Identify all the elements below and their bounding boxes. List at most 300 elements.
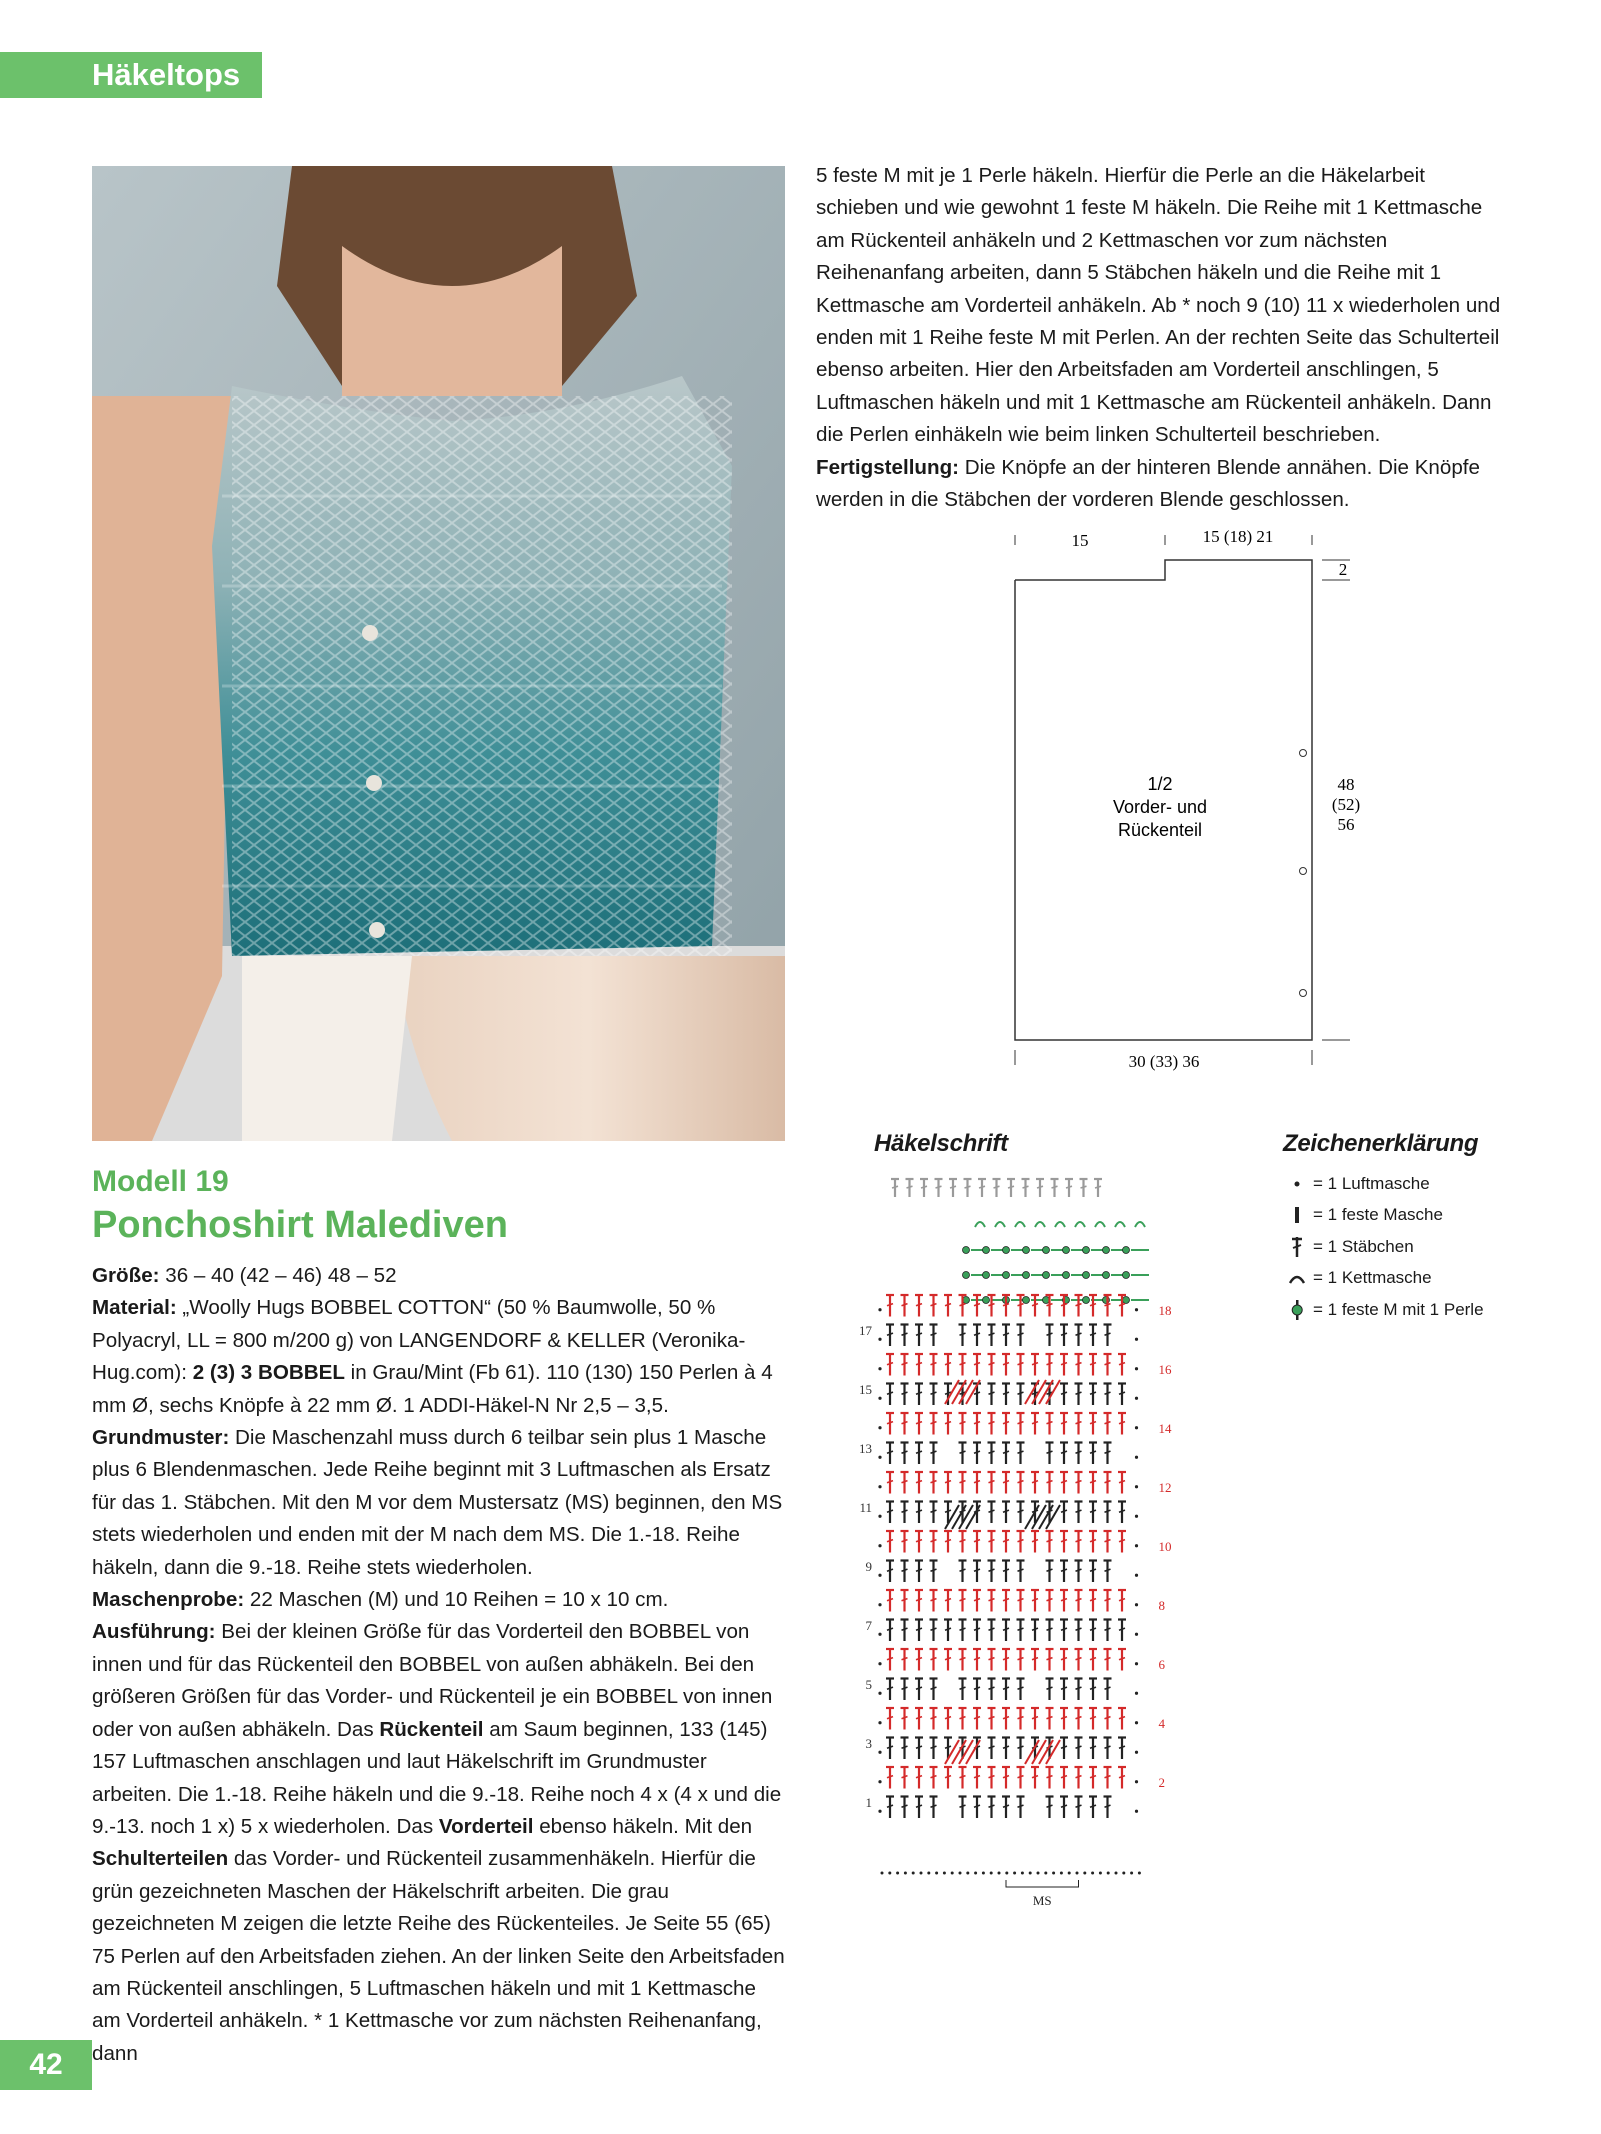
stitch-cross: [974, 1481, 980, 1483]
stitch-cross: [1047, 1599, 1053, 1601]
stitch-cross: [1003, 1599, 1009, 1601]
stitch-cross: [1003, 1658, 1009, 1660]
cluster-stitch: [959, 1505, 973, 1529]
stitch-cross: [960, 1422, 966, 1424]
double-crochet-icon: [1285, 1235, 1309, 1259]
stitch-cross: [916, 1333, 922, 1335]
stitch-cross: [1090, 1304, 1096, 1306]
chain-dot: [878, 1544, 881, 1547]
chain-dot: [1135, 1308, 1138, 1311]
stitch-cross: [1090, 1363, 1096, 1365]
row-label-right: 6: [1158, 1657, 1165, 1672]
stitch-cross: [931, 1422, 937, 1424]
chain-dot: [878, 1751, 881, 1754]
stitch-cross: [1061, 1746, 1067, 1748]
stitch-cross: [1047, 1333, 1053, 1335]
chain-dot: [878, 1780, 881, 1783]
stitch-cross: [1119, 1658, 1125, 1660]
stitch-cross: [1003, 1687, 1009, 1689]
stitch-cross: [945, 1776, 951, 1778]
chain-dot: [1135, 1662, 1138, 1665]
stitch-cross: [1119, 1599, 1125, 1601]
slip-stitch: [995, 1222, 1005, 1227]
row-label-right: 2: [1158, 1775, 1165, 1790]
stitch-cross: [892, 1186, 898, 1188]
stitch-cross: [1018, 1363, 1024, 1365]
stitch-cross: [945, 1717, 951, 1719]
stitch-cross: [1047, 1569, 1053, 1571]
row-label-left: 1: [865, 1795, 872, 1810]
crochet-chart: [860, 1165, 1260, 2015]
schematic-height-1: 48: [1337, 775, 1355, 794]
stitch-cross: [902, 1304, 908, 1306]
schematic-top-left: 15: [1071, 531, 1089, 550]
stitch-cross: [1037, 1186, 1043, 1188]
row-label-left: 13: [860, 1441, 872, 1456]
chain-dot: [1135, 1367, 1138, 1370]
chain-dot: [1135, 1721, 1138, 1724]
chain-dot: [878, 1338, 881, 1341]
chain-dot: [878, 1574, 881, 1577]
stitch-cross: [902, 1569, 908, 1571]
stitch-cross: [960, 1805, 966, 1807]
base-chain: [904, 1872, 907, 1875]
stitch-cross: [931, 1540, 937, 1542]
stitch-cross: [902, 1599, 908, 1601]
stitch-cross: [931, 1628, 937, 1630]
stitch-cross: [1105, 1540, 1111, 1542]
stitch-cross: [974, 1717, 980, 1719]
schematic-height-2: (52): [1331, 795, 1361, 814]
row-label-left: 5: [865, 1677, 872, 1692]
legend-title: Zeichenerklärung: [1283, 1130, 1479, 1157]
bead-stitch: [963, 1272, 970, 1279]
stitch-cross: [1003, 1304, 1009, 1306]
slip-stitch: [1055, 1222, 1065, 1227]
stitch-cross: [1119, 1510, 1125, 1512]
stitch-cross: [916, 1451, 922, 1453]
stitch-cross: [1047, 1363, 1053, 1365]
slip-stitch: [1135, 1222, 1145, 1227]
stitch-cross: [950, 1186, 956, 1188]
base-chain: [990, 1872, 993, 1875]
stitch-cross: [1105, 1481, 1111, 1483]
base-chain: [1122, 1872, 1125, 1875]
stitch-cross: [1119, 1628, 1125, 1630]
stitch-cross: [1032, 1776, 1038, 1778]
stitch-cross: [902, 1363, 908, 1365]
stitch-cross: [916, 1510, 922, 1512]
stitch-cross: [1076, 1481, 1082, 1483]
bead-stitch: [1063, 1272, 1070, 1279]
stitch-cross: [1047, 1304, 1053, 1306]
stitch-cross: [1047, 1776, 1053, 1778]
stitch-cross: [887, 1333, 893, 1335]
size-paragraph: Größe: 36 – 40 (42 – 46) 48 – 52: [92, 1264, 397, 1287]
stitch-cross: [945, 1510, 951, 1512]
stitch-cross: [1003, 1392, 1009, 1394]
stitch-cross: [1105, 1422, 1111, 1424]
schematic-height-3: 56: [1337, 815, 1355, 834]
bead-stitch: [1123, 1247, 1130, 1254]
stitch-cross: [916, 1481, 922, 1483]
stitch-cross: [1018, 1481, 1024, 1483]
stitch-cross: [1003, 1717, 1009, 1719]
stitch-cross: [1061, 1422, 1067, 1424]
base-chain: [943, 1872, 946, 1875]
stitch-cross: [974, 1392, 980, 1394]
stitch-cross: [916, 1540, 922, 1542]
stitch-cross: [1119, 1540, 1125, 1542]
chain-dot: [1135, 1515, 1138, 1518]
stitch-cross: [1076, 1776, 1082, 1778]
row-label-right: 12: [1158, 1480, 1172, 1495]
stitch-cross: [1061, 1776, 1067, 1778]
stitch-cross: [1105, 1687, 1111, 1689]
stitch-cross: [931, 1599, 937, 1601]
legend: [1285, 1168, 1485, 1326]
base-chain: [1115, 1872, 1118, 1875]
chain-dot: [1135, 1456, 1138, 1459]
stitch-cross: [887, 1717, 893, 1719]
stitch-cross: [1047, 1717, 1053, 1719]
stitch-cross: [974, 1776, 980, 1778]
stitch-cross: [887, 1776, 893, 1778]
stitch-cross: [1090, 1717, 1096, 1719]
stitch-cross: [974, 1687, 980, 1689]
stitch-cross: [974, 1451, 980, 1453]
legend-item-bead: = 1 feste M mit 1 Perle: [1285, 1294, 1485, 1326]
stitch-cross: [916, 1746, 922, 1748]
stitch-cross: [916, 1569, 922, 1571]
stitch-cross: [989, 1599, 995, 1601]
base-chain: [1021, 1872, 1024, 1875]
chain-dot: [1135, 1574, 1138, 1577]
stitch-cross: [1090, 1599, 1096, 1601]
stitch-cross: [1119, 1481, 1125, 1483]
stitch-cross: [887, 1658, 893, 1660]
stitch-cross: [960, 1540, 966, 1542]
slip-stitch: [1035, 1222, 1045, 1227]
stitch-cross: [945, 1481, 951, 1483]
base-chain: [1037, 1872, 1040, 1875]
stitch-cross: [974, 1569, 980, 1571]
stitch-cross: [1090, 1510, 1096, 1512]
fertig-text: Die Knöpfe an der hinteren Blende annähen. Die Knöpfe werden in die Stäbchen der vorderen Blende geschlossen.: [816, 455, 1480, 512]
stitch-cross: [1105, 1392, 1111, 1394]
schematic-bottom: 30 (33) 36: [1128, 1052, 1200, 1071]
left-column-text: [92, 1260, 788, 2070]
stitch-cross: [1003, 1510, 1009, 1512]
stitch-cross: [1061, 1687, 1067, 1689]
stitch-cross: [1076, 1540, 1082, 1542]
stitch-cross: [960, 1687, 966, 1689]
base-chain: [1083, 1872, 1086, 1875]
stitch-cross: [916, 1599, 922, 1601]
stitch-cross: [1003, 1628, 1009, 1630]
stitch-cross: [1061, 1363, 1067, 1365]
stitch-cross: [1105, 1805, 1111, 1807]
chain-dot: [1135, 1426, 1138, 1429]
stitch-cross: [960, 1451, 966, 1453]
stitch-cross: [887, 1392, 893, 1394]
legend-item-single: = 1 feste Masche: [1285, 1200, 1485, 1232]
single-crochet-icon: [1285, 1203, 1309, 1227]
stitch-cross: [1003, 1422, 1009, 1424]
stitch-cross: [902, 1658, 908, 1660]
stitch-cross: [1061, 1392, 1067, 1394]
row-label-right: 18: [1158, 1303, 1172, 1318]
chain-dot: [1135, 1751, 1138, 1754]
stitch-cross: [989, 1304, 995, 1306]
stitch-cross: [960, 1717, 966, 1719]
stitch-cross: [887, 1628, 893, 1630]
stitch-cross: [1018, 1304, 1024, 1306]
stitch-cross: [902, 1510, 908, 1512]
stitch-cross: [989, 1569, 995, 1571]
stitch-cross: [902, 1481, 908, 1483]
legend-item-double: = 1 Stäbchen: [1285, 1231, 1485, 1263]
stitch-cross: [916, 1363, 922, 1365]
stitch-cross: [1090, 1451, 1096, 1453]
stitch-cross: [1105, 1510, 1111, 1512]
chain-dot: [878, 1397, 881, 1400]
stitch-cross: [916, 1717, 922, 1719]
base-chain: [912, 1872, 915, 1875]
row-label-right: 16: [1158, 1362, 1172, 1377]
stitch-cross: [1090, 1481, 1096, 1483]
cluster-stitch: [959, 1740, 973, 1764]
stitch-cross: [989, 1658, 995, 1660]
stitch-cross: [931, 1717, 937, 1719]
stitch-cross: [989, 1805, 995, 1807]
stitch-cross: [960, 1628, 966, 1630]
chain-stitch-icon: [1285, 1172, 1309, 1196]
stitch-cross: [907, 1186, 913, 1188]
stitch-cross: [916, 1392, 922, 1394]
stitch-cross: [1061, 1333, 1067, 1335]
stitch-cross: [989, 1717, 995, 1719]
chain-dot: [1135, 1692, 1138, 1695]
stitch-cross: [960, 1776, 966, 1778]
stitch-cross: [989, 1363, 995, 1365]
stitch-cross: [989, 1422, 995, 1424]
base-chain: [881, 1872, 884, 1875]
bead-stitch: [1003, 1247, 1010, 1254]
bead-stitch: [983, 1272, 990, 1279]
chain-dot: [878, 1692, 881, 1695]
chain-dot: [878, 1515, 881, 1518]
base-chain: [1099, 1872, 1102, 1875]
schematic-top-right: 15 (18) 21: [1202, 527, 1274, 546]
stitch-cross: [974, 1304, 980, 1306]
stitch-cross: [902, 1628, 908, 1630]
stitch-cross: [1008, 1186, 1014, 1188]
chain-dot: [878, 1367, 881, 1370]
stitch-cross: [931, 1481, 937, 1483]
stitch-cross: [1090, 1422, 1096, 1424]
cluster-stitch: [1039, 1505, 1053, 1529]
stitch-cross: [1090, 1540, 1096, 1542]
stitch-cross: [974, 1363, 980, 1365]
bead-stitch: [1023, 1247, 1030, 1254]
stitch-cross: [989, 1510, 995, 1512]
chain-dot: [1135, 1338, 1138, 1341]
stitch-cross: [960, 1333, 966, 1335]
stitch-cross: [1047, 1451, 1053, 1453]
stitch-cross: [1018, 1569, 1024, 1571]
stitch-cross: [887, 1481, 893, 1483]
stitch-cross: [902, 1717, 908, 1719]
stitch-cross: [916, 1776, 922, 1778]
chain-dot: [878, 1662, 881, 1665]
stitch-cross: [887, 1599, 893, 1601]
stitch-cross: [931, 1776, 937, 1778]
stitch-cross: [1076, 1333, 1082, 1335]
row-label-left: 17: [860, 1323, 872, 1338]
row-label-right: 8: [1158, 1598, 1165, 1613]
stitch-cross: [1003, 1540, 1009, 1542]
size-schematic: [1000, 520, 1380, 1080]
slip-stitch: [1095, 1222, 1105, 1227]
stitch-cross: [1076, 1805, 1082, 1807]
stitch-cross: [887, 1687, 893, 1689]
stitch-cross: [1105, 1451, 1111, 1453]
stitch-cross: [1052, 1186, 1058, 1188]
slip-stitch: [1015, 1222, 1025, 1227]
stitch-cross: [1018, 1451, 1024, 1453]
stitch-cross: [1032, 1599, 1038, 1601]
stitch-cross: [1061, 1628, 1067, 1630]
gauge-paragraph: Maschenprobe: 22 Maschen (M) und 10 Reihen = 10 x 10 cm.: [92, 1588, 669, 1612]
stitch-cross: [1076, 1304, 1082, 1306]
stitch-cross: [1105, 1599, 1111, 1601]
stitch-cross: [1076, 1628, 1082, 1630]
stitch-cross: [887, 1363, 893, 1365]
cluster-stitch: [1046, 1505, 1060, 1529]
base-chain: [951, 1872, 954, 1875]
stitch-cross: [1032, 1540, 1038, 1542]
stitch-cross: [902, 1333, 908, 1335]
stitch-cross: [945, 1658, 951, 1660]
stitch-cross: [974, 1333, 980, 1335]
stitch-cross: [1076, 1422, 1082, 1424]
repeat-label: MS: [1032, 1893, 1052, 1908]
stitch-cross: [989, 1687, 995, 1689]
stitch-cross: [887, 1746, 893, 1748]
stitch-cross: [1032, 1481, 1038, 1483]
stitch-cross: [989, 1451, 995, 1453]
pattern-paragraph: Grundmuster: Die Maschenzahl muss durch 6 teilbar sein plus 1 Masche plus 6 Blendenmaschen. Jede Reihe beginnt mit 3 Luftmaschen als Ersatz für das 1. Stäbchen. Mit den M vor dem Mustersatz (MS) beginnen, den MS stets wiederholen und enden mit der M nach dem MS. Die 1.-18. Reihe häkeln, dann die 9.-18. Reihe stets wiederholen.: [92, 1426, 783, 1579]
stitch-cross: [1119, 1717, 1125, 1719]
stitch-cross: [887, 1569, 893, 1571]
slip-stitch-icon: [1285, 1266, 1309, 1290]
stitch-cross: [989, 1628, 995, 1630]
stitch-cross: [902, 1805, 908, 1807]
base-chain: [1013, 1872, 1016, 1875]
model-title: Ponchoshirt Malediven: [92, 1204, 508, 1246]
base-chain: [1060, 1872, 1063, 1875]
stitch-cross: [960, 1481, 966, 1483]
row-label-left: 15: [860, 1382, 872, 1397]
stitch-cross: [1090, 1333, 1096, 1335]
stitch-cross: [1105, 1363, 1111, 1365]
section-tab: Häkeltops: [0, 52, 262, 98]
base-chain: [1044, 1872, 1047, 1875]
stitch-cross: [1018, 1333, 1024, 1335]
base-chain: [959, 1872, 962, 1875]
schematic-right-top: 2: [1338, 560, 1348, 579]
material-paragraph: Material: „Woolly Hugs BOBBEL COTTON“ (50 % Baumwolle, 50 % Polyacryl, LL = 800 m/200 g) von LANGENDORF & KELLER (Veronika-Hug.com): 2 (3) 3 BOBBEL in Grau/Mint (Fb 61). 110 (130) 150 Perlen à 4 mm Ø, sechs Knöpfe à 22 mm Ø. 1 ADDI-Häkel-N Nr 2,5 – 3,5.: [92, 1296, 773, 1417]
right-column-text: [816, 160, 1511, 516]
bead-stitch: [1123, 1272, 1130, 1279]
stitch-cross: [931, 1363, 937, 1365]
slip-stitch: [1075, 1222, 1085, 1227]
stitch-cross: [1061, 1304, 1067, 1306]
stitch-cross: [1061, 1658, 1067, 1660]
cluster-stitch: [1025, 1740, 1039, 1764]
schematic-label-2: Vorder- und: [1112, 797, 1208, 817]
stitch-cross: [960, 1304, 966, 1306]
stitch-cross: [1095, 1186, 1101, 1188]
stitch-cross: [989, 1333, 995, 1335]
base-chain: [1029, 1872, 1032, 1875]
stitch-cross: [902, 1451, 908, 1453]
stitch-cross: [916, 1687, 922, 1689]
row-label-left: 9: [865, 1559, 872, 1574]
cluster-stitch: [1025, 1505, 1039, 1529]
stitch-cross: [1105, 1746, 1111, 1748]
stitch-cross: [1047, 1422, 1053, 1424]
stitch-cross: [1003, 1569, 1009, 1571]
stitch-cross: [1061, 1569, 1067, 1571]
stitch-cross: [1119, 1363, 1125, 1365]
stitch-cross: [1090, 1658, 1096, 1660]
stitch-cross: [1047, 1687, 1053, 1689]
bead-stitch: [1023, 1297, 1030, 1304]
base-chain: [974, 1872, 977, 1875]
base-chain: [1091, 1872, 1094, 1875]
base-chain: [888, 1872, 891, 1875]
stitch-cross: [974, 1805, 980, 1807]
page-number: 42: [0, 2040, 92, 2090]
base-chain: [1107, 1872, 1110, 1875]
stitch-cross: [960, 1658, 966, 1660]
base-chain: [935, 1872, 938, 1875]
row-label-left: 3: [865, 1736, 872, 1751]
stitch-cross: [1061, 1599, 1067, 1601]
stitch-cross: [931, 1510, 937, 1512]
stitch-cross: [931, 1333, 937, 1335]
chart-title: Häkelschrift: [874, 1130, 1008, 1157]
execution-paragraph: Ausführung: Bei der kleinen Größe für das Vorderteil den BOBBEL von innen und für das Rückenteil den BOBBEL von außen abhäkeln. Bei den größeren Größen für das Vorder- und Rückenteil je ein BOBBEL von innen oder von außen abhäkeln. Das Rückenteil am Saum beginnen, 133 (145) 157 Luftmaschen anschlagen und laut Häkelschrift im Grundmuster arbeiten. Die 1.-18. Reihe häkeln und die 9.-18. Reihe noch 4 x (4 x und die 9.-13. noch 1 x) 5 x wiederholen. Das Vorderteil ebenso häkeln. Mit den Schulterteilen das Vorder- und Rückenteil zusammenhäkeln. Hierfür die grün gezeichneten Maschen der Häkelschrift arbeiten. Die grau gezeichneten M zeigen die letzte Reihe des Rückenteiles. Je Seite 55 (65) 75 Perlen auf den Arbeitsfaden ziehen. An der linken Seite den Arbeitsfaden am Rückenteil anschlingen, 5 Luftmaschen häkeln und mit 1 Kettmasche am Vorderteil anhäkeln. * 1 Kettmasche vor zum nächsten Reihenanfang, dann: [92, 1620, 785, 2065]
row-label-right: 14: [1158, 1421, 1172, 1436]
bead-stitch: [1063, 1247, 1070, 1254]
stitch-cross: [1003, 1805, 1009, 1807]
instructions-continued: 5 feste M mit je 1 Perle häkeln. Hierfür die Perle an die Häkelarbeit schieben und wie gewohnt 1 feste M häkeln. Die Reihe mit 1 Kettmasche am Rückenteil anhäkeln und 2 Kettmaschen vor zum nächsten Reihenanfang arbeiten, dann 5 Stäbchen häkeln und die Reihe mit 1 Kettmasche am Vorderteil anhäkeln. Ab * noch 9 (10) 11 x wiederholen und enden mit 1 Reihe feste M mit Perlen. An der rechten Seite das Schulterteil ebenso arbeiten. Hier den Arbeitsfaden am Vorderteil anschlingen, 5 Luftmaschen häkeln und mit 1 Kettmasche am Rückenteil anhäkeln. Dann die Perlen einhäkeln wie beim linken Schulterteil beschrieben. Fertigstellung: Die Knöpfe an der hinteren Blende annähen. Die Knöpfe werden in die Stäbchen der vorderen Blende geschlossen.: [816, 164, 1501, 512]
stitch-cross: [1003, 1481, 1009, 1483]
chain-dot: [878, 1721, 881, 1724]
stitch-cross: [989, 1776, 995, 1778]
stitch-cross: [1066, 1186, 1072, 1188]
chain-dot: [1135, 1544, 1138, 1547]
stitch-cross: [1032, 1628, 1038, 1630]
stitch-cross: [887, 1805, 893, 1807]
stitch-cross: [994, 1186, 1000, 1188]
stitch-cross: [902, 1687, 908, 1689]
stitch-cross: [902, 1746, 908, 1748]
cluster-stitch: [952, 1505, 966, 1529]
